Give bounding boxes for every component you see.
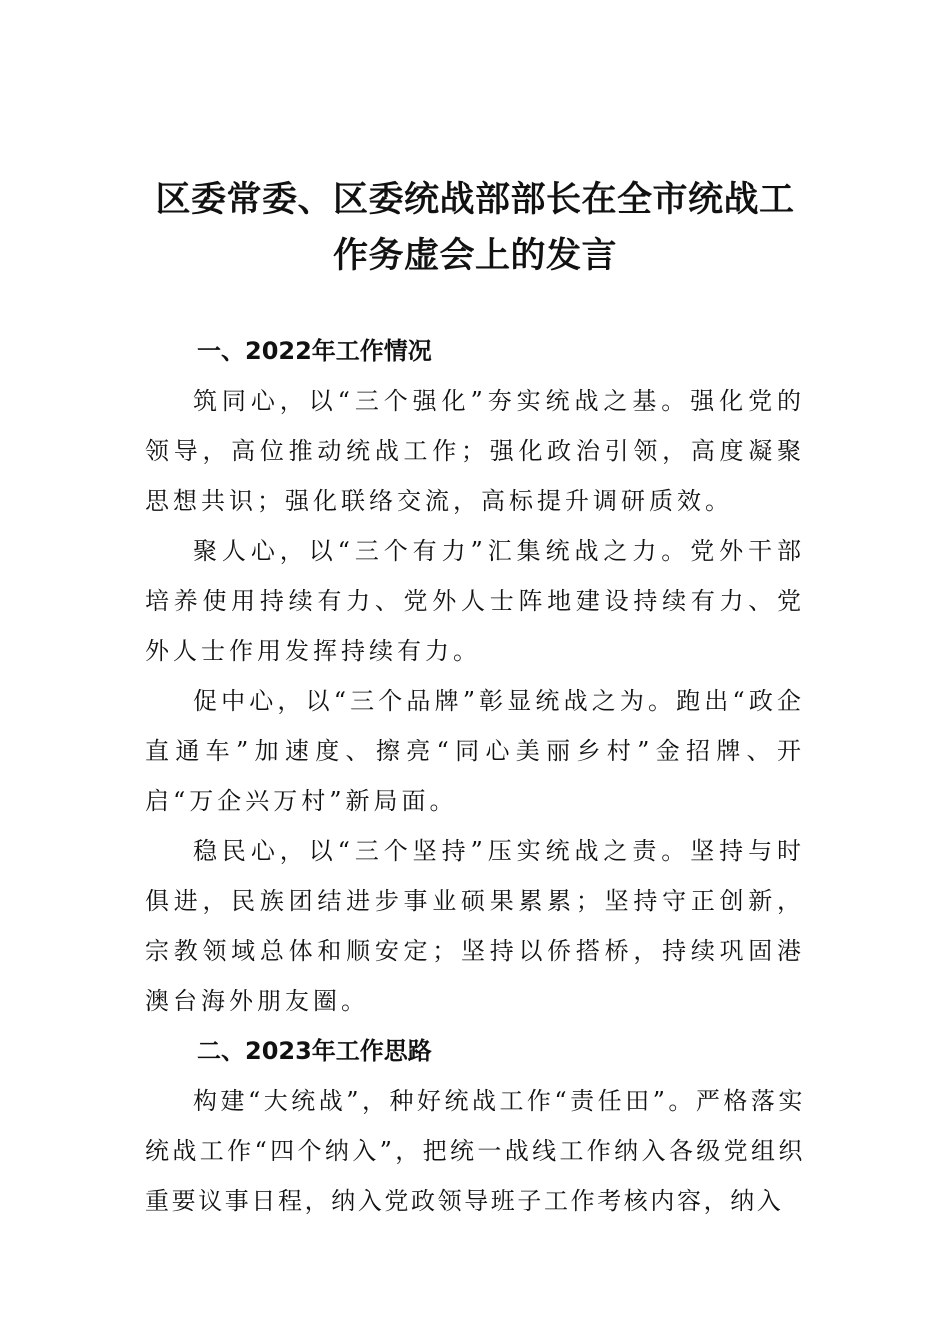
paragraph: 促中心，以“三个品牌”彰显统战之为。跑出“政企直通车”加速度、擦亮“同心美丽乡村”金招牌、开启“万企兴万村”新局面。 bbox=[145, 687, 805, 815]
document-title: 区委常委、区委统战部部长在全市统战工作务虚会上的发言 bbox=[155, 179, 795, 276]
paragraph: 聚人心，以“三个有力”汇集统战之力。党外干部培养使用持续有力、党外人士阵地建设持续有力、党外人士作用发挥持续有力。 bbox=[145, 537, 805, 665]
paragraph: 筑同心，以“三个强化”夯实统战之基。强化党的领导，高位推动统战工作；强化政治引领，高度凝聚思想共识；强化联络交流，高标提升调研质效。 bbox=[145, 387, 805, 515]
section-heading-1: 一、2022年工作情况 bbox=[197, 337, 432, 365]
document-body bbox=[145, 326, 805, 1226]
paragraph: 构建“大统战”，种好统战工作“责任田”。严格落实统战工作“四个纳入”，把统一战线工作纳入各级党组织重要议事日程，纳入党政领导班子工作考核内容，纳入 bbox=[145, 1087, 805, 1215]
section-heading-2: 二、2023年工作思路 bbox=[197, 1037, 432, 1065]
paragraph: 稳民心，以“三个坚持”压实统战之责。坚持与时俱进，民族团结进步事业硕果累累；坚持守正创新，宗教领域总体和顺安定；坚持以侨搭桥，持续巩固港澳台海外朋友圈。 bbox=[145, 837, 805, 1015]
